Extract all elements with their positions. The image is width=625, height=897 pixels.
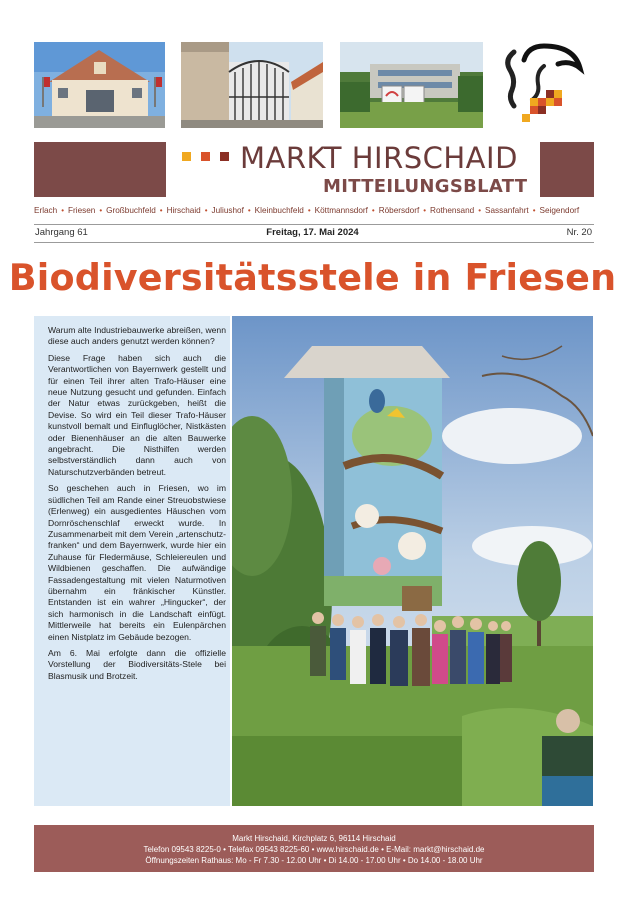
masthead-block-right: [540, 142, 594, 197]
footer-hours: Öffnungszeiten Rathaus: Mo - Fr 7.30 - 12.00 Uhr • Di 14.00 - 17.00 Uhr • Do 14.00 - 18.00 Uhr: [145, 856, 483, 865]
village-name: Erlach: [34, 206, 58, 215]
masthead-title: MARKT HIRSCHAID: [240, 141, 518, 175]
issue-date: Freitag, 17. Mai 2024: [266, 227, 359, 238]
footer: [34, 825, 594, 872]
header-photo-school: [340, 42, 483, 128]
footer-address: Markt Hirschaid, Kirchplatz 6, 96114 Hirschaid: [232, 834, 396, 843]
village-name: Köttmannsdorf: [314, 206, 368, 215]
article-paragraph: Warum alte Industriebauwerke abreißen, wenn diese auch anders genutzt werden können?: [48, 325, 226, 347]
header-photo-townhall: [34, 42, 165, 128]
village-name: Rothensand: [430, 206, 475, 215]
masthead-block-left: [34, 142, 166, 197]
village-list: Erlach • Friesen • Großbuchfeld • Hirschaid • Juliushof • Kleinbuchfeld • Köttmannsdorf • Röbersdorf • Rothensand • Sassanfahrt • Seigendorf: [34, 206, 580, 215]
divider-bottom: [34, 242, 594, 243]
masthead-subtitle: MITTEILUNGSBLATT: [323, 176, 528, 197]
article-paragraph: Diese Frage haben sich auch die Verantwortlichen von Bayernwerk gestellt und für einen Teil ihrer alten Trafo-Häuser eine neue Nutzung gesucht und gefunden. Einfach der Natur etwas zurückgeben, heißt die Devise. So wird ein Teil dieser Trafo-Häuser kunstvoll bemalt und Einfluglöcher, Nistkästen oder Bienenhäuser an die alten Bauwerke angebracht. Die Nisthilfen werden selbstverständlich dann auch von Naturschutzverbänden betreut.: [48, 352, 226, 477]
accent-square-yellow: [182, 152, 191, 161]
article-paragraph: Am 6. Mai erfolgte dann die offizielle Vorstellung der Biodiversitäts-Stele bei Blasmusik und Brotzeit.: [48, 647, 226, 681]
municipal-logo: [500, 40, 594, 130]
village-name: Sassanfahrt: [485, 206, 529, 215]
article-headline: Biodiversitätsstele in Friesen: [8, 256, 617, 299]
village-name: Friesen: [68, 206, 96, 215]
footer-contact: Telefon 09543 8225-0 • Telefax 09543 8225-60 • www.hirschaid.de • E-Mail: markt@hirschaid.de: [143, 845, 485, 854]
village-name: Juliushof: [211, 206, 244, 215]
issue-number: Nr. 20: [566, 227, 592, 238]
divider-top: [34, 224, 594, 225]
header-photo-gate: [181, 42, 323, 128]
village-name: Kleinbuchfeld: [254, 206, 304, 215]
village-name: Seigendorf: [539, 206, 580, 215]
accent-square-darkred: [220, 152, 229, 161]
village-name: Röbersdorf: [378, 206, 420, 215]
village-name: Großbuchfeld: [106, 206, 156, 215]
accent-square-orange: [201, 152, 210, 161]
article-body: [48, 325, 226, 687]
village-name: Hirschaid: [166, 206, 201, 215]
article-paragraph: So geschehen auch in Friesen, wo im südlichen Teil am Rande einer Streuobstwiese (Erlenweg) ein ausgedientes Häuschen vom Dornröschenschlaf erweckt wurde. In Zusammenarbeit mit dem Verein „artenschutz-franken“ und dem Bayernwerk, wurde hier ein Zuhause für Fledermäuse, Schleiereulen und Wildbienen geschaffen. Die aufwändige Fassadengestaltung mit vielen Naturmotiven übernahm ein fränkischer Künstler. Entstanden ist ein wahrer „Hingucker“, der sich harmonisch in die Landschaft einfügt. Mittlerweile hat bereits ein Eulenpärchen einen Nistplatz im Gebäude bezogen.: [48, 483, 226, 642]
issue-volume: Jahrgang 61: [35, 227, 88, 238]
article-photo-stele: [232, 316, 593, 806]
